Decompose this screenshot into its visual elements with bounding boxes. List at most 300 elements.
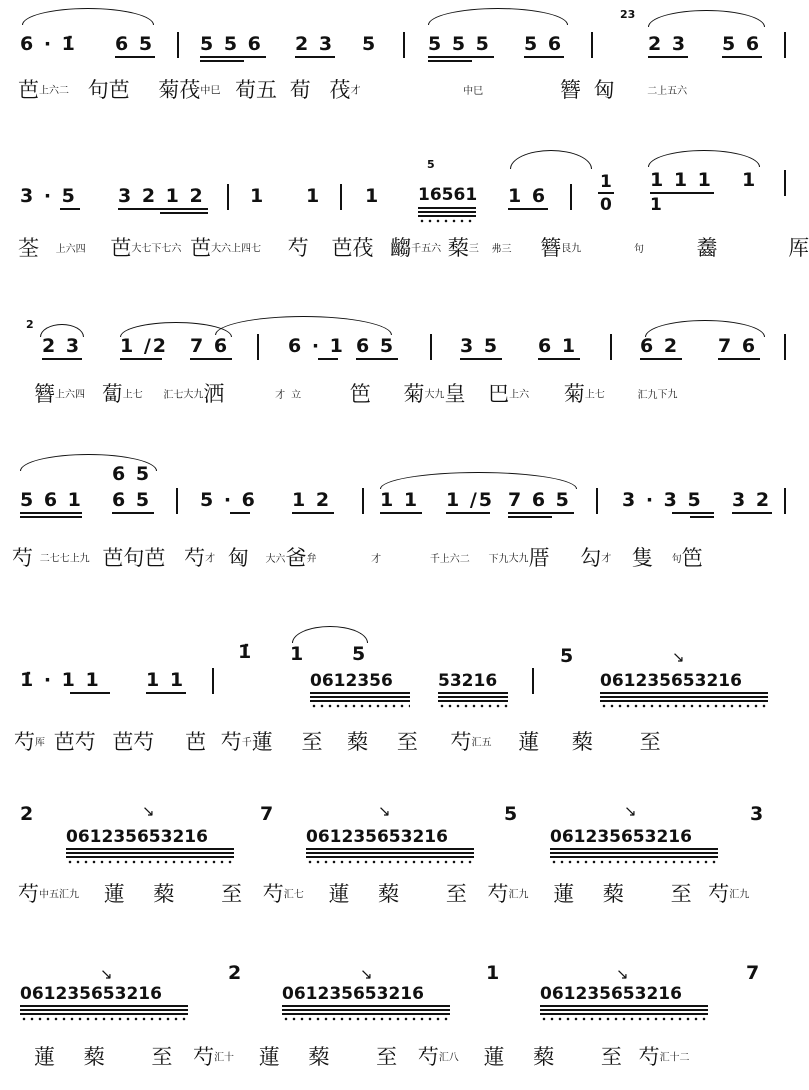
underline <box>540 1013 708 1015</box>
tab-sub: 二上五六 <box>647 85 688 97</box>
note-group: 7 6 5 <box>508 489 571 511</box>
tab-char: 芭 <box>112 730 134 754</box>
underline <box>306 856 474 858</box>
tab-sub: 上七 <box>122 389 143 401</box>
score-row-2 <box>0 150 809 290</box>
tab-sub: 汇九 <box>508 889 529 901</box>
note-group: 1 <box>290 643 306 665</box>
tab-char: 厝 <box>528 546 550 570</box>
underline <box>230 512 250 514</box>
underline <box>310 696 410 698</box>
tab-char: 爸 <box>285 546 307 570</box>
underline <box>318 358 338 360</box>
barline <box>784 170 786 196</box>
score-row-5 <box>0 620 800 770</box>
slur <box>380 472 577 489</box>
tab-char: 菊 <box>403 382 425 406</box>
underline <box>66 856 234 858</box>
tab-char: 蔾 <box>153 882 175 906</box>
note-group: 7 <box>260 803 276 825</box>
underline <box>292 512 334 514</box>
tab-sub: 大九 <box>424 389 445 401</box>
tab-char: 芍 <box>487 882 509 906</box>
tab-char: 簪 <box>540 236 562 260</box>
barline <box>570 184 572 210</box>
underline <box>200 56 266 58</box>
note-group: 0612356 <box>310 671 393 691</box>
tab-sub: 千五六 <box>411 243 442 255</box>
underline <box>418 215 476 217</box>
tab-sub: 上六四 <box>55 243 86 255</box>
tab-sub: 中五汇九 <box>39 889 79 901</box>
tab-sub: 大九 <box>508 553 529 565</box>
note-group: 6 5 <box>112 463 152 485</box>
score-row-4 <box>0 450 800 600</box>
note-group: 061235653216 <box>20 984 162 1004</box>
arrow-mark: ↘ <box>672 648 685 666</box>
grace-note: 23 <box>620 8 636 21</box>
barline <box>532 668 534 694</box>
underline <box>540 1005 708 1007</box>
tab-sub: 汇七 <box>283 889 304 901</box>
note-group: 061235653216 <box>306 827 448 847</box>
barline <box>591 32 593 58</box>
note-group: 1 /5 <box>446 489 494 511</box>
note-group: 6 1 <box>538 335 578 357</box>
note-group: 6 5 <box>112 489 152 511</box>
underline <box>120 358 162 360</box>
tab-sub: 汇七 <box>163 389 184 401</box>
tab-char: 荀 <box>289 78 311 102</box>
underline <box>722 56 762 58</box>
tab-char: 匈 <box>227 546 249 570</box>
tab-char: 芍 <box>193 1045 215 1069</box>
barline <box>596 488 598 514</box>
tablature-line <box>14 730 661 756</box>
tab-char: 蓮 <box>518 730 540 754</box>
note-group: 1 <box>250 185 266 207</box>
note-group: 3 2 1 2 <box>118 185 205 207</box>
note-group: 0 <box>600 195 612 215</box>
tab-sub: 中巳 <box>200 85 221 97</box>
tab-char: 齺 <box>390 236 412 260</box>
note-group: 3 5 <box>460 335 500 357</box>
barline <box>362 488 364 514</box>
underline <box>60 208 80 210</box>
note-group: 1 <box>306 185 322 207</box>
underline <box>428 56 494 58</box>
underline <box>508 208 548 210</box>
tab-char: 巴 <box>488 382 510 406</box>
tab-sub: 上九 <box>69 553 90 565</box>
tab-char: 芍 <box>184 546 206 570</box>
underline <box>70 692 110 694</box>
tab-char: 笆 <box>681 546 703 570</box>
tab-sub: 上六二 <box>39 85 69 97</box>
note-group: 061235653216 <box>282 984 424 1004</box>
tab-char: 芍 <box>220 730 242 754</box>
underline <box>540 1009 708 1011</box>
tab-char: 齹 <box>696 236 718 260</box>
note-group: 1 <box>650 195 662 215</box>
underline <box>418 211 476 213</box>
tab-char: 芍 <box>638 1045 660 1069</box>
tab-sub: 弁 <box>306 553 317 565</box>
note-group: 1̇ · 1 1 <box>20 669 101 691</box>
tab-char: 至 <box>670 882 692 906</box>
underline <box>438 696 508 698</box>
tab-char: 芍 <box>14 730 35 754</box>
underline <box>118 208 208 210</box>
underline <box>648 56 688 58</box>
underline <box>446 512 490 514</box>
arrow-mark: ↘ <box>624 802 637 820</box>
underline <box>66 852 234 854</box>
underline <box>306 852 474 854</box>
barline <box>784 488 786 514</box>
note-group: 3 · 5 <box>20 185 77 207</box>
barline <box>784 32 786 58</box>
tab-sub: 上六 <box>509 389 530 401</box>
low-octave-dots <box>550 860 718 864</box>
underline <box>550 852 718 854</box>
underline <box>460 358 502 360</box>
note-group: 7 6 <box>718 335 758 357</box>
underline <box>600 696 768 698</box>
underline <box>650 192 714 194</box>
tab-char: 蔾 <box>602 882 624 906</box>
tablature-line <box>34 382 678 408</box>
tab-sub: 下九 <box>488 553 509 565</box>
fraction-line <box>598 192 614 194</box>
tab-char: 芍 <box>262 882 284 906</box>
tab-char: 至 <box>301 730 323 754</box>
tab-char: 芭 <box>18 78 39 102</box>
tab-char: 芭 <box>110 236 132 260</box>
tab-sub: 三 <box>468 243 479 255</box>
note-group: 1 <box>486 962 502 984</box>
tab-char: 至 <box>445 882 467 906</box>
underline <box>200 60 244 62</box>
tablature-line <box>18 882 749 908</box>
tab-char: 芭 <box>185 730 207 754</box>
tab-sub: 句 <box>671 553 682 565</box>
tab-char: 茷 <box>179 78 201 102</box>
tab-char: 菊 <box>158 78 180 102</box>
tab-sub: 上七 <box>584 389 605 401</box>
underline <box>282 1009 450 1011</box>
underline <box>20 516 82 518</box>
tab-sub: 二七七 <box>39 553 70 565</box>
tab-sub: 下九 <box>657 389 678 401</box>
tab-char: 厍 <box>788 236 809 260</box>
tab-char: 荃 <box>18 236 39 260</box>
note-group: 1 6 <box>508 185 548 207</box>
underline <box>356 358 398 360</box>
underline <box>438 692 508 694</box>
arrow-mark: ↘ <box>360 965 373 983</box>
underline <box>115 56 155 58</box>
tablature-line <box>18 78 687 104</box>
note-group: 6 2 <box>640 335 680 357</box>
note-group: 6 · 1 <box>288 335 345 357</box>
note-group: 2 <box>20 803 36 825</box>
slur <box>22 8 154 25</box>
note-group: 2 3 <box>295 33 335 55</box>
tab-sub: 才 <box>371 553 382 565</box>
note-group: 6 · 1̇ <box>20 33 77 55</box>
arrow-mark: ↘ <box>378 802 391 820</box>
note-group: 6 5 <box>356 335 396 357</box>
note-group: 1 <box>600 172 612 192</box>
tab-sub: 汇八 <box>438 1052 459 1064</box>
tab-sub: 千上六二 <box>429 553 470 565</box>
tab-char: 菊 <box>563 382 585 406</box>
underline <box>524 56 564 58</box>
tab-char: 芭 <box>102 546 124 570</box>
note-group: 1 1 <box>146 669 186 691</box>
grace-note: 5 <box>427 158 435 171</box>
grace-note: 2 <box>26 318 34 331</box>
note-group: 1̇ <box>238 641 254 663</box>
note-group: 3 2 <box>732 489 772 511</box>
tablature-line <box>34 1045 690 1071</box>
tab-sub: 才 <box>601 553 612 565</box>
underline <box>438 700 508 702</box>
tab-sub: 大七下七六 <box>131 243 182 255</box>
tab-char: 芍 <box>450 730 472 754</box>
tab-char: 簪 <box>559 78 581 102</box>
underline <box>538 358 580 360</box>
tab-sub: 大六 <box>265 553 286 565</box>
note-group: 7 6 <box>190 335 230 357</box>
tab-sub: 艮九 <box>561 243 582 255</box>
note-group: 061235653216 <box>66 827 208 847</box>
tab-char: 至 <box>221 882 243 906</box>
tab-char: 蓮 <box>328 882 350 906</box>
note-group: 5 <box>352 643 368 665</box>
note-group: 3 <box>750 803 766 825</box>
tab-sub: 汇五 <box>471 737 492 749</box>
note-group: 5 6 1 <box>20 489 83 511</box>
underline <box>66 848 234 850</box>
slur <box>292 626 368 643</box>
tab-char: 荀五 <box>235 78 278 102</box>
note-group: 061235653216 <box>550 827 692 847</box>
tab-char: 匈 <box>593 78 615 102</box>
tab-sub: 中巳 <box>463 85 484 97</box>
underline <box>732 512 772 514</box>
low-octave-dots <box>66 860 234 864</box>
note-group: 1 2 <box>292 489 332 511</box>
note-group: 5 6 <box>524 33 564 55</box>
tab-char: 蔾 <box>447 236 469 260</box>
note-group: 16561 <box>418 185 478 205</box>
note-group: 2 3 <box>42 335 82 357</box>
tab-char: 蔔 <box>101 382 123 406</box>
note-group: 2 <box>228 962 244 984</box>
tab-char: 蔾 <box>533 1045 555 1069</box>
note-group: 5 6 <box>722 33 762 55</box>
tab-sub: 汇九 <box>729 889 750 901</box>
barline <box>340 184 342 210</box>
arrow-mark: ↘ <box>616 965 629 983</box>
low-octave-dots <box>540 1017 708 1021</box>
tab-sub: 才 <box>350 85 361 97</box>
underline <box>282 1013 450 1015</box>
tab-char: 蓮 <box>258 1045 280 1069</box>
tab-char: 芍 <box>18 882 39 906</box>
arrow-mark: ↘ <box>142 802 155 820</box>
underline <box>190 358 232 360</box>
barline <box>177 32 179 58</box>
tab-sub: 汇九 <box>637 389 658 401</box>
score-row-7 <box>0 955 800 1090</box>
underline <box>112 512 154 514</box>
underline <box>20 1005 188 1007</box>
underline <box>672 512 714 514</box>
note-group: 5 5 5 <box>428 33 491 55</box>
low-octave-dots <box>282 1017 450 1021</box>
underline <box>306 848 474 850</box>
tab-char: 至 <box>600 1045 622 1069</box>
tab-char: 蔾 <box>378 882 400 906</box>
barline <box>784 334 786 360</box>
underline <box>20 1013 188 1015</box>
tab-char: 蔾 <box>571 730 593 754</box>
tab-char: 蓮 <box>251 730 273 754</box>
underline <box>428 60 472 62</box>
note-group: 5 · 6 <box>200 489 257 511</box>
low-octave-dots <box>438 704 508 708</box>
tab-char: 洒 <box>203 382 225 406</box>
note-group: 1 1 1 <box>650 169 713 191</box>
tab-char: 蓮 <box>483 1045 505 1069</box>
tab-sub: 厍 <box>35 737 45 749</box>
barline <box>212 668 214 694</box>
underline <box>640 358 682 360</box>
tab-char: 芍 <box>708 882 730 906</box>
tab-char: 隻 <box>631 546 653 570</box>
tab-char: 芍 <box>417 1045 439 1069</box>
slur <box>648 10 765 27</box>
tab-char: 芭 <box>331 236 353 260</box>
underline <box>508 512 574 514</box>
note-group: 7 <box>746 962 762 984</box>
underline <box>550 856 718 858</box>
underline <box>690 516 714 518</box>
tab-char: 勾 <box>580 546 602 570</box>
underline <box>508 516 552 518</box>
tab-char: 蔾 <box>83 1045 105 1069</box>
note-group: 3 · 3 5 <box>622 489 703 511</box>
tab-char: 蔾 <box>308 1045 330 1069</box>
tab-char: 笆 <box>349 382 371 406</box>
tab-char: 芭 <box>190 236 212 260</box>
tab-char: 簪 <box>34 382 55 406</box>
tab-char: 蓮 <box>103 882 125 906</box>
underline <box>295 56 335 58</box>
score-row-6 <box>0 790 800 940</box>
barline <box>176 488 178 514</box>
score-row-3 <box>0 310 800 440</box>
low-octave-dots <box>600 704 768 708</box>
tab-char: 芍 <box>133 730 155 754</box>
tab-char: 至 <box>151 1045 173 1069</box>
tab-sub: 才 <box>205 553 216 565</box>
note-group: 5 <box>504 803 520 825</box>
tablature-line <box>18 236 809 262</box>
score-row-1 <box>0 0 800 130</box>
underline <box>20 512 82 514</box>
underline <box>160 212 208 214</box>
note-group: 1 <box>365 185 381 207</box>
tab-char: 蓮 <box>553 882 575 906</box>
tab-sub: 立 <box>291 389 302 401</box>
tablature-line <box>12 546 703 572</box>
underline <box>146 692 186 694</box>
tab-char: 句芭 <box>87 78 130 102</box>
underline <box>282 1005 450 1007</box>
slur <box>428 8 568 25</box>
tab-char: 皇 <box>444 382 466 406</box>
tab-sub: 大九 <box>183 389 204 401</box>
tab-char: 芍 <box>74 730 96 754</box>
slur <box>648 150 760 167</box>
underline <box>418 207 476 209</box>
note-group: 5 <box>362 33 378 55</box>
low-octave-dots <box>310 704 410 708</box>
underline <box>310 692 410 694</box>
tab-char: 至 <box>639 730 661 754</box>
tab-char: 芍 <box>12 546 33 570</box>
underline <box>600 700 768 702</box>
underline <box>42 358 82 360</box>
note-group: 061235653216 <box>600 671 742 691</box>
tab-sub: 弗三 <box>491 243 512 255</box>
tab-sub: 才 <box>275 389 286 401</box>
tab-char: 至 <box>396 730 418 754</box>
barline <box>227 184 229 210</box>
low-octave-dots <box>20 1017 188 1021</box>
note-group: 53216 <box>438 671 498 691</box>
note-group: 5 5 6 <box>200 33 263 55</box>
note-group: 1 <box>742 169 758 191</box>
tab-sub: 汇十二 <box>659 1052 690 1064</box>
tab-sub: 汇十 <box>214 1052 235 1064</box>
barline <box>257 334 259 360</box>
note-group: 1 1 <box>380 489 420 511</box>
barline <box>430 334 432 360</box>
slur <box>215 316 392 335</box>
tab-sub: 上六四 <box>55 389 85 401</box>
arrow-mark: ↘ <box>100 965 113 983</box>
underline <box>550 848 718 850</box>
barline <box>403 32 405 58</box>
underline <box>718 358 760 360</box>
tab-char: 句芭 <box>123 546 166 570</box>
note-group: 5 <box>560 645 576 667</box>
note-group: 2 3 <box>648 33 688 55</box>
tab-char: 蔾 <box>347 730 369 754</box>
underline <box>380 512 422 514</box>
underline <box>310 700 410 702</box>
tab-char: 芍 <box>287 236 309 260</box>
low-octave-dots <box>306 860 474 864</box>
tab-char: 蓮 <box>34 1045 55 1069</box>
low-octave-dots <box>418 219 476 223</box>
underline <box>600 692 768 694</box>
